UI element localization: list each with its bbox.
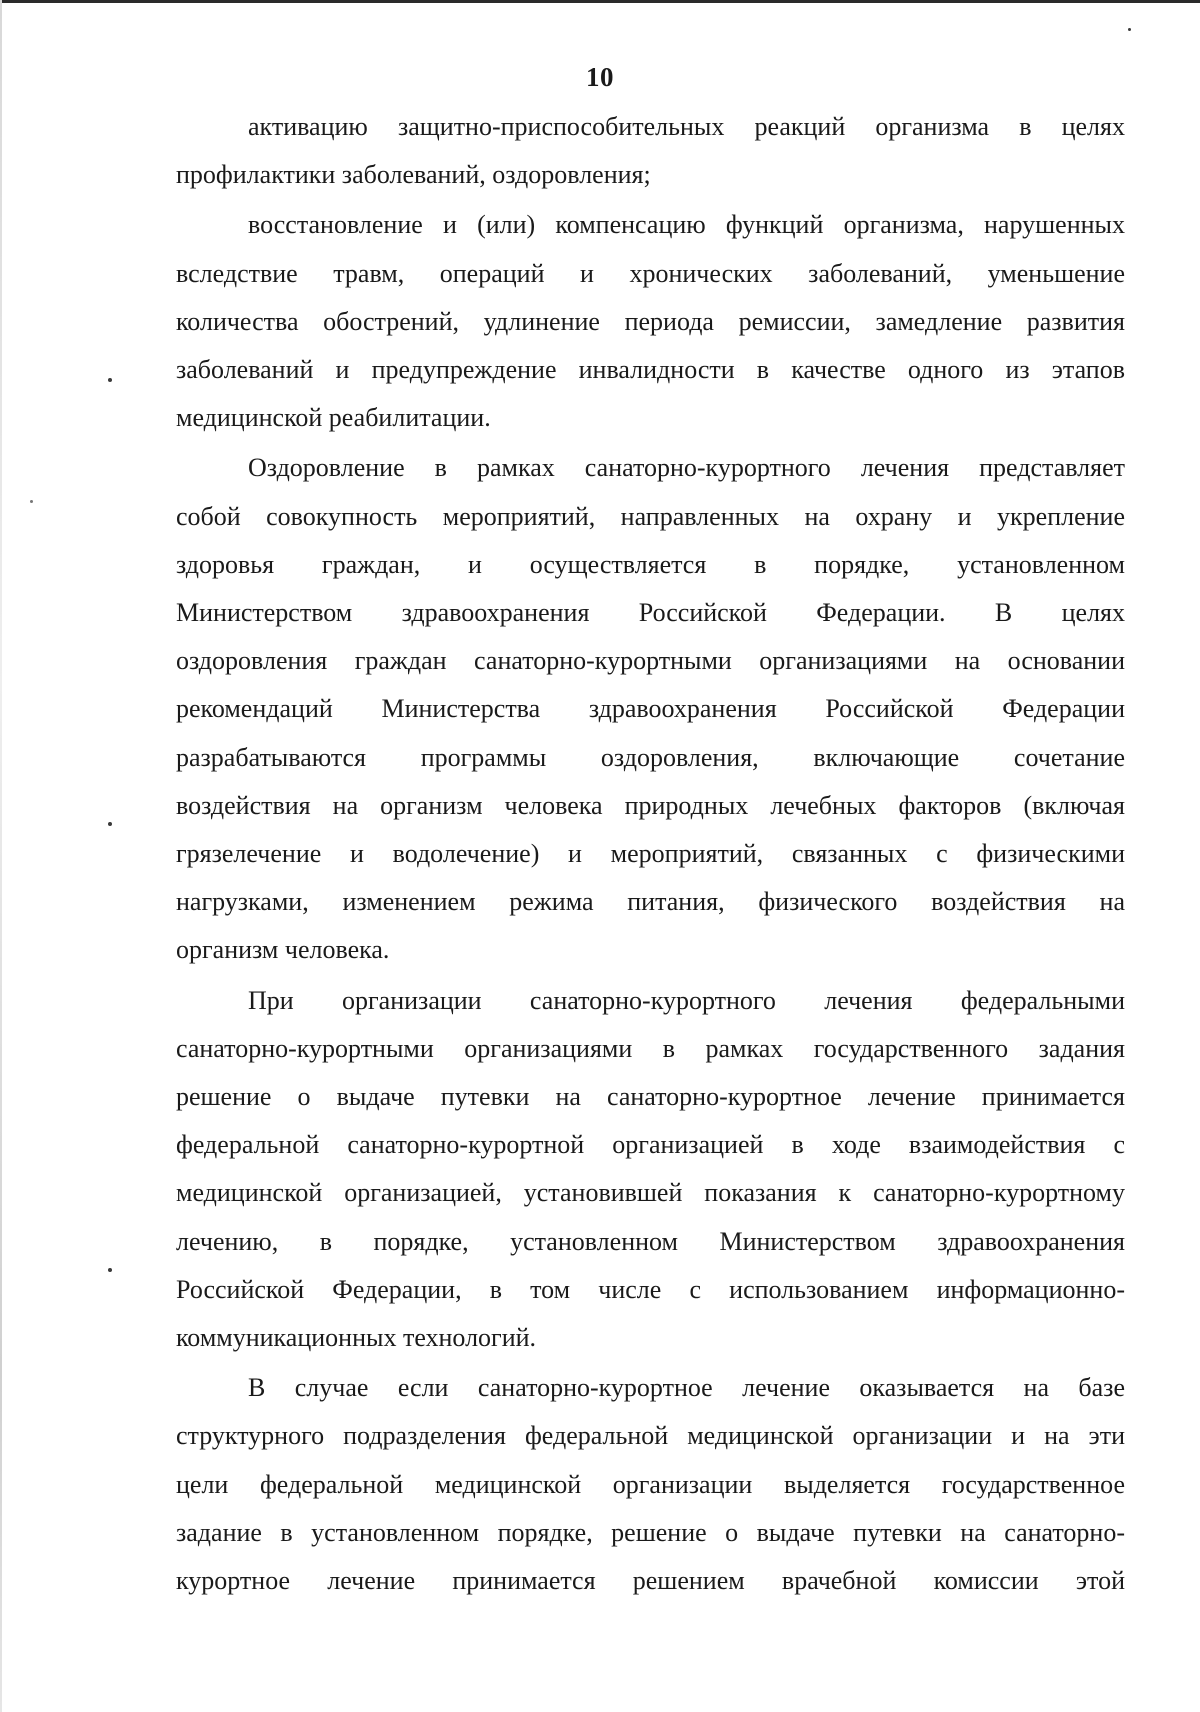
paragraph-3 (176, 444, 1125, 974)
text-line: цели федеральной медицинской организации выделяется государственное (176, 1469, 1125, 1499)
text-line: В случае если санаторно-курортное лечение оказывается на базе (248, 1373, 1125, 1403)
text-line: воздействия на организм человека природных лечебных факторов (включая (176, 790, 1125, 820)
text-line: заболеваний и предупреждение инвалидности в качестве одного из этапов (176, 355, 1125, 385)
scan-speck (108, 1268, 112, 1272)
text-line: федеральной санаторно-курортной организацией в ходе взаимодействия с (176, 1130, 1125, 1160)
text-line: медицинской реабилитации. (176, 403, 491, 433)
paragraph-5 (176, 1364, 1125, 1605)
scan-top-edge (0, 0, 1200, 3)
scan-left-edge (0, 0, 2, 1712)
text-line: собой совокупность мероприятий, направленных на охрану и укрепление (176, 501, 1125, 531)
text-line: При организации санаторно-курортного лечения федеральными (248, 985, 1125, 1015)
text-line: курортное лечение принимается решением врачебной комиссии этой (176, 1566, 1125, 1596)
text-line: нагрузками, изменением режима питания, физического воздействия на (176, 887, 1125, 917)
document-body (176, 103, 1125, 1607)
text-line: профилактики заболеваний, оздоровления; (176, 160, 651, 190)
text-line: Министерством здравоохранения Российской Федерации. В целях (176, 598, 1125, 628)
text-line: коммуникационных технологий. (176, 1323, 537, 1353)
text-line: активацию защитно-приспособительных реакций организма в целях (248, 112, 1125, 141)
text-line: Российской Федерации, в том числе с использованием информационно- (176, 1274, 1125, 1304)
text-line: количества обострений, удлинение периода ремиссии, замедление развития (176, 306, 1125, 336)
scan-speck (30, 500, 33, 503)
text-line: лечению, в порядке, установленном Министерством здравоохранения (176, 1226, 1125, 1256)
text-line: грязелечение и водолечение) и мероприятий, связанных с физическими (176, 839, 1125, 869)
text-line: рекомендаций Министерства здравоохранения Российской Федерации (176, 694, 1125, 724)
text-line: организм человека. (176, 935, 390, 965)
text-line: здоровья граждан, и осуществляется в порядке, установленном (176, 549, 1125, 579)
text-line: структурного подразделения федеральной медицинской организации и на эти (176, 1421, 1125, 1451)
scan-speck (1128, 28, 1131, 31)
text-line: оздоровления граждан санаторно-курортными организациями на основании (176, 646, 1125, 676)
text-line: решение о выдаче путевки на санаторно-курортное лечение принимается (176, 1082, 1125, 1112)
paragraph-1 (176, 103, 1125, 199)
text-line: разрабатываются программы оздоровления, включающие сочетание (176, 742, 1125, 772)
text-line: вследствие травм, операций и хронических заболеваний, уменьшение (176, 258, 1125, 288)
text-line: санаторно-курортными организациями в рамках государственного задания (176, 1033, 1125, 1063)
page-number: 10 (586, 62, 614, 92)
paragraph-4 (176, 977, 1125, 1363)
paragraph-2 (176, 201, 1125, 442)
text-line: задание в установленном порядке, решение о выдаче путевки на санаторно- (176, 1517, 1125, 1547)
text-line: Оздоровление в рамках санаторно-курортного лечения представляет (248, 453, 1125, 483)
scan-speck (108, 822, 112, 826)
text-line: восстановление и (или) компенсацию функций организма, нарушенных (248, 210, 1125, 240)
scan-speck (108, 378, 112, 382)
text-line: медицинской организацией, установившей показания к санаторно-курортному (176, 1178, 1125, 1208)
